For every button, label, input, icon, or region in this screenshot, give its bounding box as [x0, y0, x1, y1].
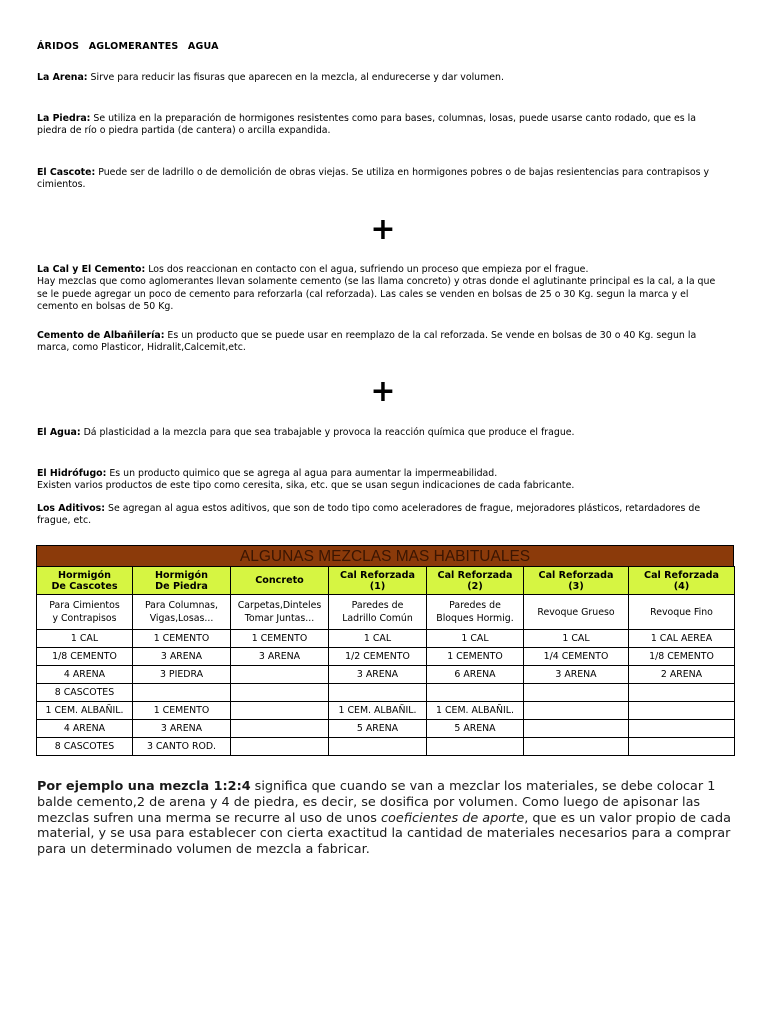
table-cell: 1 CEMENTO	[427, 648, 524, 666]
table-cell: 1 CAL	[524, 630, 629, 648]
table-cell: Revoque Fino	[629, 595, 735, 630]
table-cell: 3 ARENA	[329, 666, 427, 684]
label-piedra: La Piedra:	[37, 113, 91, 124]
table-cell	[231, 684, 329, 702]
table-cell: 6 ARENA	[427, 666, 524, 684]
table-cell: 1 CAL	[37, 630, 133, 648]
table-cell	[629, 684, 735, 702]
table-cell	[629, 738, 735, 756]
table-cell: 2 ARENA	[629, 666, 735, 684]
table-cell: Para Cimientos y Contrapisos	[37, 595, 133, 630]
table-cell	[427, 684, 524, 702]
table-cell: 1/2 CEMENTO	[329, 648, 427, 666]
table-cell: 5 ARENA	[427, 720, 524, 738]
label-aditivos: Los Aditivos:	[37, 503, 106, 514]
table-cell: 1 CAL	[329, 630, 427, 648]
example-paragraph: Por ejemplo una mezcla 1:2:4 significa que cuando se van a mezclar los materiales, se debe colocar 1 balde cemento,2 de arena y 4 de piedra, es decir, se dosifica por volumen. Como luego de apisonar las mezclas sufren una merma se recurre al uso de unos coeficientes de aporte, que es un valor propio de cada material, y se usa para establecer con cierta exactitud la cantidad de materiales necesarios para a comprar para un determinado volumen de mezcla a fabricar.	[37, 779, 731, 858]
table-cell: 8 CASCOTES	[37, 684, 133, 702]
table-cell: 1 CEM. ALBAÑIL.	[427, 702, 524, 720]
table-cell: 3 PIEDRA	[133, 666, 231, 684]
table-cell: 1 CEM. ALBAÑIL.	[329, 702, 427, 720]
table-cell: 1 CEMENTO	[133, 630, 231, 648]
table-cell: 1 CEMENTO	[133, 702, 231, 720]
table-cell	[524, 738, 629, 756]
page-heading: ÁRIDOS AGLOMERANTES AGUA	[37, 41, 219, 52]
table-cell	[231, 738, 329, 756]
label-arena: La Arena:	[37, 72, 88, 83]
paragraph-agua: El Agua: Dá plasticidad a la mezcla para que sea trabajable y provoca la reacción química que produce el frague.	[37, 427, 575, 438]
table-cell	[629, 720, 735, 738]
label-albanileria: Cemento de Albañilería:	[37, 330, 165, 341]
table-cell: 1/8 CEMENTO	[629, 648, 735, 666]
mixes-table	[36, 545, 734, 756]
table-cell: 1/4 CEMENTO	[524, 648, 629, 666]
paragraph-aditivos: Los Aditivos: Se agregan al agua estos aditivos, que son de todo tipo como aceleradores de frague, mejoradores plásticos, retardadores de frague, etc.	[37, 503, 701, 527]
label-cascote: El Cascote:	[37, 167, 96, 178]
table-cell	[329, 684, 427, 702]
table-header-row	[37, 567, 735, 595]
table-row	[37, 648, 735, 666]
paragraph-cal-cemento: La Cal y El Cemento: Los dos reaccionan en contacto con el agua, sufriendo un proceso que empieza por el frague. Hay mezclas que como aglomerantes llevan solamente cemento (se las llama concreto) y otras donde el aglutinante principal es la cal, a la que se le puede agregar un poco de cemento para reforzarla (cal reforzada). Las cales se venden en bolsas de 25 o 30 Kg. segun la marca y el cemento en bolsas de 50 Kg.	[37, 264, 716, 312]
label-cal-cemento: La Cal y El Cemento:	[37, 264, 146, 275]
paragraph-hidrofugo: El Hidrófugo: Es un producto quimico que se agrega al agua para aumentar la impermeabilidad. Existen varios productos de este tipo como ceresita, sika, etc. que se usan segun indicaciones de cada fabricante.	[37, 468, 575, 492]
table-cell	[524, 702, 629, 720]
table-cell: 1 CEMENTO	[231, 630, 329, 648]
table-cell: 8 CASCOTES	[37, 738, 133, 756]
paragraph-arena: La Arena: Sirve para reducir las fisuras que aparecen en la mezcla, al endurecerse y dar volumen.	[37, 72, 504, 83]
table-cell: 3 CANTO ROD.	[133, 738, 231, 756]
column-header: Cal Reforzada (4)	[629, 567, 735, 595]
table-row	[37, 720, 735, 738]
label-agua: El Agua:	[37, 427, 81, 438]
table-cell: 3 ARENA	[524, 666, 629, 684]
table-cell	[231, 702, 329, 720]
column-header: Cal Reforzada (3)	[524, 567, 629, 595]
table-cell	[133, 684, 231, 702]
table-cell	[231, 720, 329, 738]
table-cell	[524, 684, 629, 702]
paragraph-piedra: La Piedra: Se utiliza en la preparación de hormigones resistentes como para bases, columnas, losas, puede usarse canto rodado, que es la piedra de río o piedra partida (de cantera) o arcilla expandida.	[37, 113, 696, 137]
plus-sign: +	[370, 374, 396, 409]
column-header: Cal Reforzada (2)	[427, 567, 524, 595]
paragraph-cascote: El Cascote: Puede ser de ladrillo o de demolición de obras viejas. Se utiliza en hormigones pobres o de bajas resientencias para contrapisos y cimientos.	[37, 167, 710, 191]
table-cell	[629, 702, 735, 720]
table-cell: 1 CEM. ALBAÑIL.	[37, 702, 133, 720]
mixes-grid	[36, 566, 735, 756]
table-cell: Revoque Grueso	[524, 595, 629, 630]
table-cell: 5 ARENA	[329, 720, 427, 738]
table-cell: Para Columnas, Vigas,Losas...	[133, 595, 231, 630]
table-row	[37, 738, 735, 756]
table-cell: 1/8 CEMENTO	[37, 648, 133, 666]
table-row	[37, 702, 735, 720]
table-cell	[231, 666, 329, 684]
table-cell: 1 CAL	[427, 630, 524, 648]
table-cell	[524, 720, 629, 738]
table-row	[37, 684, 735, 702]
table-cell: 3 ARENA	[133, 648, 231, 666]
table-row	[37, 666, 735, 684]
table-cell: 1 CAL AEREA	[629, 630, 735, 648]
table-cell: 4 ARENA	[37, 666, 133, 684]
column-header: Hormigón De Piedra	[133, 567, 231, 595]
label-hidrofugo: El Hidrófugo:	[37, 468, 107, 479]
table-cell	[427, 738, 524, 756]
column-header: Hormigón De Cascotes	[37, 567, 133, 595]
table-row	[37, 630, 735, 648]
table-cell: Paredes de Bloques Hormig.	[427, 595, 524, 630]
paragraph-albanileria: Cemento de Albañilería: Es un producto que se puede usar en reemplazo de la cal reforzada. Se vende en bolsas de 30 o 40 Kg. segun la marca, como Plasticor, Hidralit,Calcemit,etc.	[37, 330, 697, 354]
table-cell: 3 ARENA	[133, 720, 231, 738]
table-title: ALGUNAS MEZCLAS MAS HABITUALES	[36, 545, 734, 566]
table-cell: 3 ARENA	[231, 648, 329, 666]
table-cell: 4 ARENA	[37, 720, 133, 738]
table-cell: Paredes de Ladrillo Común	[329, 595, 427, 630]
column-header: Concreto	[231, 567, 329, 595]
table-cell: Carpetas,Dinteles Tomar Juntas...	[231, 595, 329, 630]
column-header: Cal Reforzada (1)	[329, 567, 427, 595]
table-cell	[329, 738, 427, 756]
table-description-row	[37, 595, 735, 630]
example-label: Por ejemplo una mezcla 1:2:4	[37, 779, 251, 794]
plus-sign: +	[370, 212, 396, 247]
coefficients-term: coeficientes de aporte	[380, 810, 525, 826]
